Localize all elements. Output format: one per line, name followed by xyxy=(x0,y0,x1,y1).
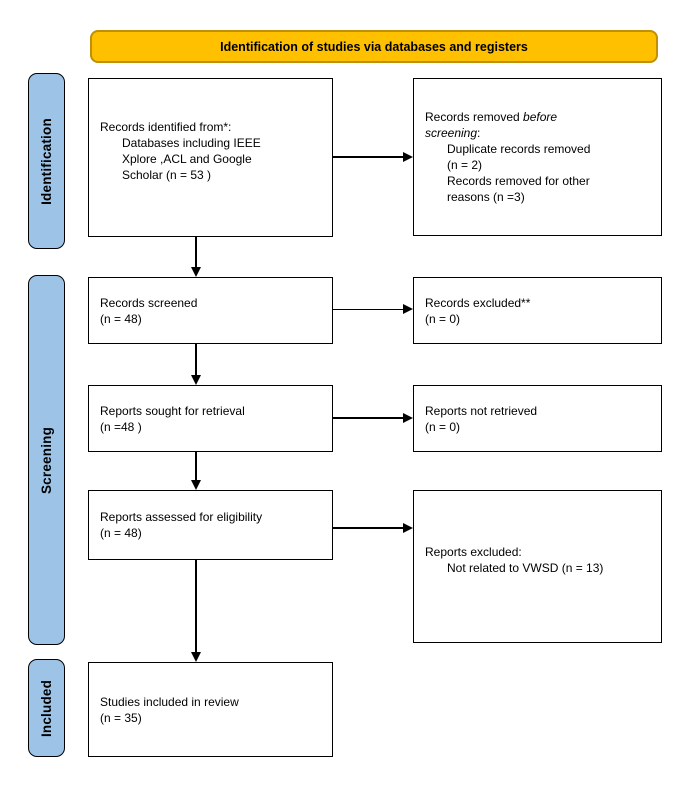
box-text-line: Records screened xyxy=(100,295,198,310)
box-text-line: Records identified from*: xyxy=(100,119,232,134)
box-text-line: Reports not retrieved xyxy=(425,403,538,418)
box-text-line: screening: xyxy=(425,126,481,140)
box-text-line: (n = 0) xyxy=(425,311,461,326)
arrow-assessed-to-reports-excluded xyxy=(333,527,403,529)
arrow-identified-to-removed xyxy=(333,156,403,158)
box-text-line: reasons (n =3) xyxy=(447,190,525,204)
reports-sought-box xyxy=(88,385,333,452)
box-text-line: (n = 35) xyxy=(100,710,142,725)
box-text-line: Databases including IEEE xyxy=(122,135,261,150)
stage-identification-label: Identification xyxy=(39,117,54,205)
arrow-identified-to-screened xyxy=(195,237,197,267)
arrow-screened-to-sought xyxy=(195,344,197,375)
banner-identification-via-databases xyxy=(90,30,658,63)
box-text-line: (n = 48) xyxy=(100,526,142,540)
stage-included xyxy=(28,659,65,757)
box-text-line: Records excluded** xyxy=(425,295,531,310)
stage-included-label: Included xyxy=(39,679,55,737)
box-text-line: Records removed before xyxy=(425,110,558,124)
stage-screening xyxy=(28,275,65,645)
box-text-line: (n = 0) xyxy=(425,419,461,434)
records-identified-box xyxy=(88,78,333,237)
arrow-screened-to-excluded xyxy=(333,309,403,311)
studies-included-box xyxy=(88,662,333,757)
records-screened-box xyxy=(88,277,333,344)
reports-not-retrieved-box xyxy=(413,385,662,452)
box-text-line: (n = 48) xyxy=(100,311,142,326)
arrow-sought-to-not-retrieved xyxy=(333,417,403,419)
stage-identification xyxy=(28,73,65,249)
box-text-line: Reports excluded: xyxy=(425,544,522,559)
box-text-line: Studies included in review xyxy=(100,694,239,709)
box-text-line: Scholar (n = 53 ) xyxy=(122,167,212,182)
italic-text: screening xyxy=(425,126,478,140)
box-text-line: Records removed for other xyxy=(447,174,590,188)
box-text-line: Xplore ,ACL and Google xyxy=(122,151,252,166)
stage-screening-label: Screening xyxy=(39,426,55,494)
banner-label: Identification of studies via databases and registers xyxy=(220,39,528,54)
reports-excluded-box xyxy=(413,490,662,643)
box-text-line: (n =48 ) xyxy=(100,419,142,434)
box-text-line: Reports sought for retrieval xyxy=(100,403,245,418)
box-text-line: (n = 2) xyxy=(447,158,483,172)
box-text-line: Not related to VWSD (n = 13) xyxy=(447,560,604,575)
arrow-sought-to-assessed xyxy=(195,452,197,480)
box-text-line: Reports assessed for eligibility xyxy=(100,510,263,524)
box-text-line: Duplicate records removed xyxy=(447,142,591,156)
arrow-assessed-to-included xyxy=(195,560,197,652)
italic-text: before xyxy=(523,110,558,124)
records-removed-box xyxy=(413,78,662,236)
reports-assessed-box xyxy=(88,490,333,560)
records-excluded-box xyxy=(413,277,662,344)
